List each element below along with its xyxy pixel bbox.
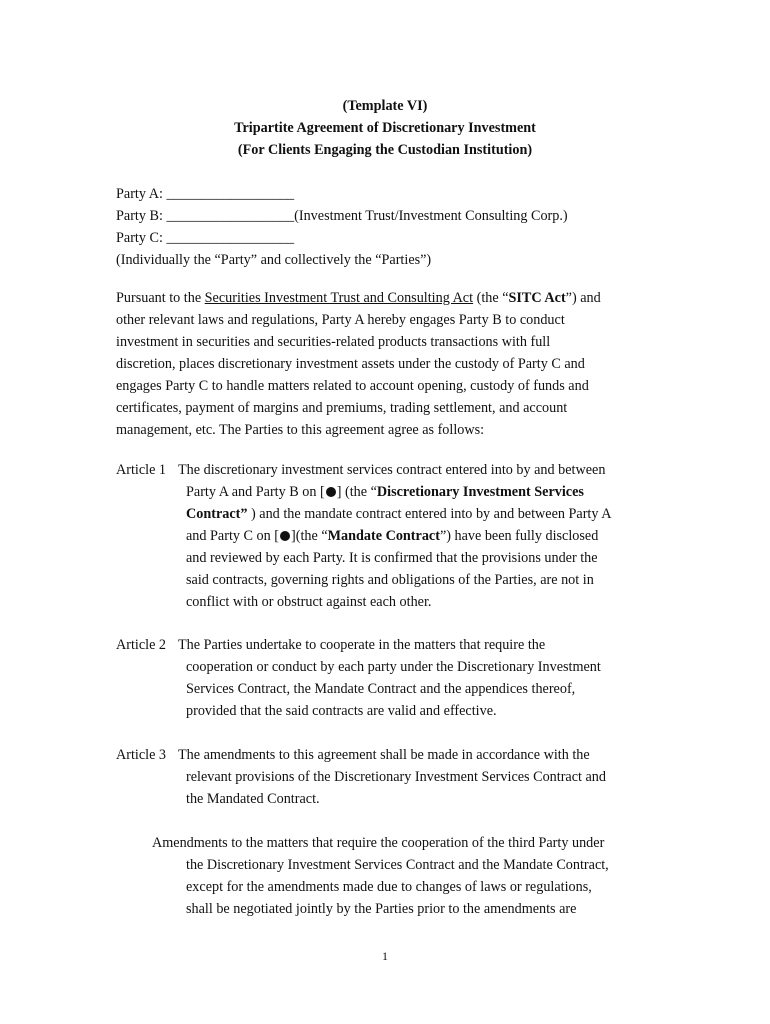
article-3 [116, 744, 606, 810]
intro-line: certificates, payment of margins and premiums, trading settlement, and account [116, 400, 568, 416]
article-3-line: relevant provisions of the Discretionary Investment Services Contract and [186, 769, 606, 785]
document-subtitle: (For Clients Engaging the Custodian Institution) [237, 142, 533, 158]
article-1-text: ] (the “ [336, 484, 377, 500]
article-1-text: Party A and Party B on [ [186, 484, 325, 500]
party-c-label: Party C: [116, 230, 163, 246]
intro-post: ”) and [565, 290, 601, 306]
article-2-label: Article 2 [116, 637, 167, 653]
article-1-line [116, 503, 611, 525]
article-1-label: Article 1 [116, 462, 167, 478]
amendments-paragraph [116, 832, 609, 920]
article-1-text: The discretionary investment services contract entered into by and between [178, 462, 606, 478]
article-1-text: ](the “ [291, 528, 328, 544]
title-block [0, 95, 770, 161]
parties-block [116, 183, 568, 271]
article-2-line: cooperation or conduct by each party under the Discretionary Investment [186, 659, 601, 675]
article-1-line [116, 525, 611, 547]
dis-contract-term: Contract” [186, 506, 248, 522]
intro-line: engages Party C to handle matters related to account opening, custody of funds and [116, 378, 589, 394]
intro-line: management, etc. The Parties to this agreement agree as follows: [116, 422, 485, 438]
intro-line: investment in securities and securities-related products transactions with full [116, 334, 551, 350]
article-3-label: Article 3 [116, 747, 167, 763]
dis-contract-term: Discretionary Investment Services [376, 484, 584, 500]
article-2-line: provided that the said contracts are valid and effective. [186, 703, 497, 719]
party-c-line [116, 227, 568, 249]
page-number: 1 [382, 949, 388, 963]
template-label: (Template VI) [342, 98, 428, 114]
intro-line: other relevant laws and regulations, Party A hereby engages Party B to conduct [116, 312, 565, 328]
article-1-line [116, 481, 611, 503]
party-a-blank: __________________ [166, 186, 295, 202]
amendments-line: shall be negotiated jointly by the Parties prior to the amendments are [186, 901, 577, 917]
intro-paragraph [116, 287, 656, 441]
intro-mid: (the “ [473, 290, 509, 306]
act-abbr: SITC Act [508, 290, 566, 306]
article-1-text: ”) have been fully disclosed [439, 528, 599, 544]
document-title: Tripartite Agreement of Discretionary Investment [234, 120, 536, 136]
article-3-text: The amendments to this agreement shall be made in accordance with the [178, 747, 590, 763]
article-2-first-line [116, 634, 601, 656]
intro-line: discretion, places discretionary investment assets under the custody of Party C and [116, 356, 585, 372]
intro-first-line [116, 287, 656, 309]
party-b-blank: __________________ [166, 208, 295, 224]
party-a-line [116, 183, 568, 205]
collective-note: (Individually the “Party” and collectively the “Parties”) [116, 252, 432, 268]
party-c-blank: __________________ [166, 230, 295, 246]
article-1-first-line [116, 459, 611, 481]
party-a-label: Party A: [116, 186, 163, 202]
article-1-line: said contracts, governing rights and obligations of the Parties, are not in [186, 572, 594, 588]
article-2-text: The Parties undertake to cooperate in the matters that require the [178, 637, 546, 653]
article-1-line: conflict with or obstruct against each other. [186, 594, 432, 610]
placeholder-dot-icon [326, 487, 336, 497]
intro-pre: Pursuant to the [116, 290, 205, 306]
article-1 [116, 459, 611, 613]
article-1-text: ) and the mandate contract entered into by and between Party A [247, 506, 612, 522]
party-b-line [116, 205, 568, 227]
placeholder-dot-icon [280, 531, 290, 541]
act-name: Securities Investment Trust and Consulting Act [204, 290, 474, 306]
party-b-label: Party B: [116, 208, 163, 224]
amendments-line: except for the amendments made due to changes of laws or regulations, [186, 879, 592, 895]
article-1-text: and Party C on [ [186, 528, 279, 544]
article-3-line: the Mandated Contract. [186, 791, 320, 807]
mandate-contract-term: Mandate Contract [327, 528, 440, 544]
article-2 [116, 634, 601, 722]
party-b-note: (Investment Trust/Investment Consulting Corp.) [294, 208, 568, 224]
article-2-line: Services Contract, the Mandate Contract and the appendices thereof, [186, 681, 576, 697]
article-3-first-line [116, 744, 606, 766]
amendments-first-line: Amendments to the matters that require the cooperation of the third Party under [152, 835, 605, 851]
amendments-line: the Discretionary Investment Services Contract and the Mandate Contract, [186, 857, 609, 873]
article-1-line: and reviewed by each Party. It is confirmed that the provisions under the [186, 550, 598, 566]
